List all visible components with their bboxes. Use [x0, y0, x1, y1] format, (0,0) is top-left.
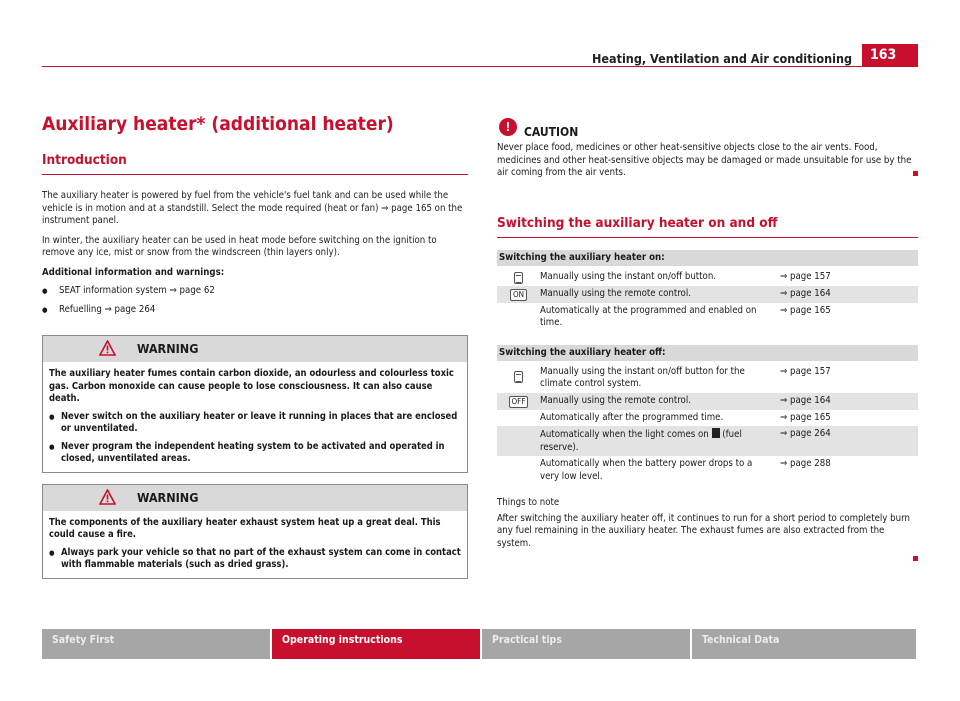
page-reference-link[interactable]: ⇒ page 164	[780, 287, 831, 299]
warning-intro: The auxiliary heater fumes contain carbon dioxide, an odourless and colourless toxic gas. Carbon monoxide can cause people to lose consciousness. It can also cause death.	[49, 368, 454, 404]
row-description: Automatically when the battery power drops to a very low level.	[540, 458, 753, 482]
warning-intro: The components of the auxiliary heater exhaust system heat up a great deal. This could cause a fire.	[49, 516, 441, 540]
table-row	[497, 286, 918, 303]
warning-box-exhaust	[42, 484, 468, 579]
info-link-refuelling[interactable]: ● Refuelling ⇒ page 264	[42, 304, 468, 317]
warning-triangle-icon	[99, 340, 116, 356]
additional-info-heading: Additional information and warnings:	[42, 266, 225, 278]
table-row	[497, 269, 918, 286]
intro-paragraph-2: In winter, the auxiliary heater can be used in heat mode before switching on the ignition to remove any ice, mist or snow from the windscreen (thin layers only).	[42, 234, 437, 258]
row-description: Manually using the remote control.	[540, 394, 691, 406]
caution-text	[497, 142, 918, 180]
chapter-title: Auxiliary heater* (additional heater)	[42, 113, 394, 135]
remote-off-key-icon: OFF	[509, 396, 529, 408]
table-title: Switching the auxiliary heater off:	[497, 345, 918, 361]
section-heading-switching: Switching the auxiliary heater on and off	[497, 215, 918, 238]
page-reference-link[interactable]: ⇒ page 264	[780, 428, 831, 439]
page-reference-link[interactable]: ⇒ page 288	[780, 458, 831, 469]
remote-on-key-icon: ON	[510, 289, 527, 301]
table-row	[497, 456, 918, 485]
row-description: Automatically at the programmed and enabled on time.	[540, 304, 757, 328]
page-reference-link[interactable]: ⇒ page 164	[780, 394, 831, 406]
running-header-title: Heating, Ventilation and Air conditioning	[591, 51, 852, 66]
warning-body	[43, 511, 467, 578]
right-column	[497, 118, 918, 561]
row-description: Manually using the instant on/off button for the climate control system.	[540, 365, 745, 389]
table-row	[497, 364, 918, 393]
page-reference-link[interactable]: ⇒ page 165	[780, 304, 831, 316]
table-switch-off	[497, 345, 918, 486]
notes-paragraph: After switching the auxiliary heater off, it continues to run for a short period to completely burn any fuel remaining in the auxiliary heater. The exhaust fumes are also extracted from the system.	[497, 512, 910, 549]
table-row	[497, 303, 918, 332]
page-reference-link[interactable]: ⇒ page 157	[780, 270, 831, 282]
warning-bullet: ● Never switch on the auxiliary heater or leave it running in places that are enclosed or unventilated.	[49, 411, 461, 436]
warning-box-fumes	[42, 335, 468, 473]
warning-bullet: ● Never program the independent heating system to be activated and operated in closed, unventilated areas.	[49, 441, 461, 466]
instant-button-icon	[514, 371, 523, 383]
intro-paragraph-1: The auxiliary heater is powered by fuel from the vehicle's fuel tank and can be used while the vehicle is in motion and at a standstill. Select the mode required (heat or fan) ⇒ page 165 on the instrument panel.	[42, 190, 463, 226]
table-switch-on	[497, 250, 918, 332]
notes-text	[497, 513, 918, 551]
left-column	[42, 112, 468, 579]
warning-triangle-icon	[99, 489, 116, 505]
warning-body	[43, 362, 467, 472]
table-row	[497, 426, 918, 456]
footer-tab-operating-instructions[interactable]: Operating instructions	[272, 629, 480, 659]
footer-tab-technical-data[interactable]: Technical Data	[692, 629, 916, 659]
section-end-mark	[913, 171, 918, 176]
section-end-mark	[913, 556, 918, 561]
caution-icon: !	[499, 118, 517, 136]
warning-header	[43, 336, 467, 362]
header-divider	[42, 66, 918, 67]
warning-label: WARNING	[137, 489, 199, 505]
warning-label: WARNING	[137, 341, 199, 356]
row-description: Automatically when the light comes on (fuel reserve).	[540, 429, 742, 453]
instant-button-icon	[514, 272, 523, 284]
notes-heading: Things to note	[497, 497, 560, 508]
footer-navigation	[42, 629, 918, 659]
page-reference-link[interactable]: ⇒ page 165	[780, 411, 831, 423]
table-row	[497, 410, 918, 427]
row-description: Automatically after the programmed time.	[540, 411, 724, 423]
table-title: Switching the auxiliary heater on:	[497, 250, 918, 266]
page-reference-link[interactable]: ⇒ page 157	[780, 365, 831, 377]
caution-paragraph: Never place food, medicines or other heat-sensitive objects close to the air vents. Food, medicines and other heat-sensitive objects may be damaged or made unsuitable for use by the air coming from the air vents.	[497, 142, 912, 178]
caution-label: CAUTION	[524, 125, 579, 139]
warning-bullet: ● Always park your vehicle so that no part of the exhaust system can come in contact with flammable materials (such as dried grass).	[49, 547, 461, 572]
footer-tab-safety-first[interactable]: Safety First	[42, 629, 270, 659]
table-row	[497, 393, 918, 410]
info-link-seat-system[interactable]: ● SEAT information system ⇒ page 62	[42, 285, 468, 298]
caution-header	[497, 118, 918, 140]
row-description: Manually using the remote control.	[540, 287, 691, 299]
fuel-reserve-icon	[712, 428, 720, 438]
footer-tab-practical-tips[interactable]: Practical tips	[482, 629, 690, 659]
section-heading-introduction: Introduction	[42, 152, 468, 175]
warning-header	[43, 485, 467, 511]
page-number: 163	[862, 44, 918, 66]
row-description: Manually using the instant on/off button.	[540, 270, 717, 282]
